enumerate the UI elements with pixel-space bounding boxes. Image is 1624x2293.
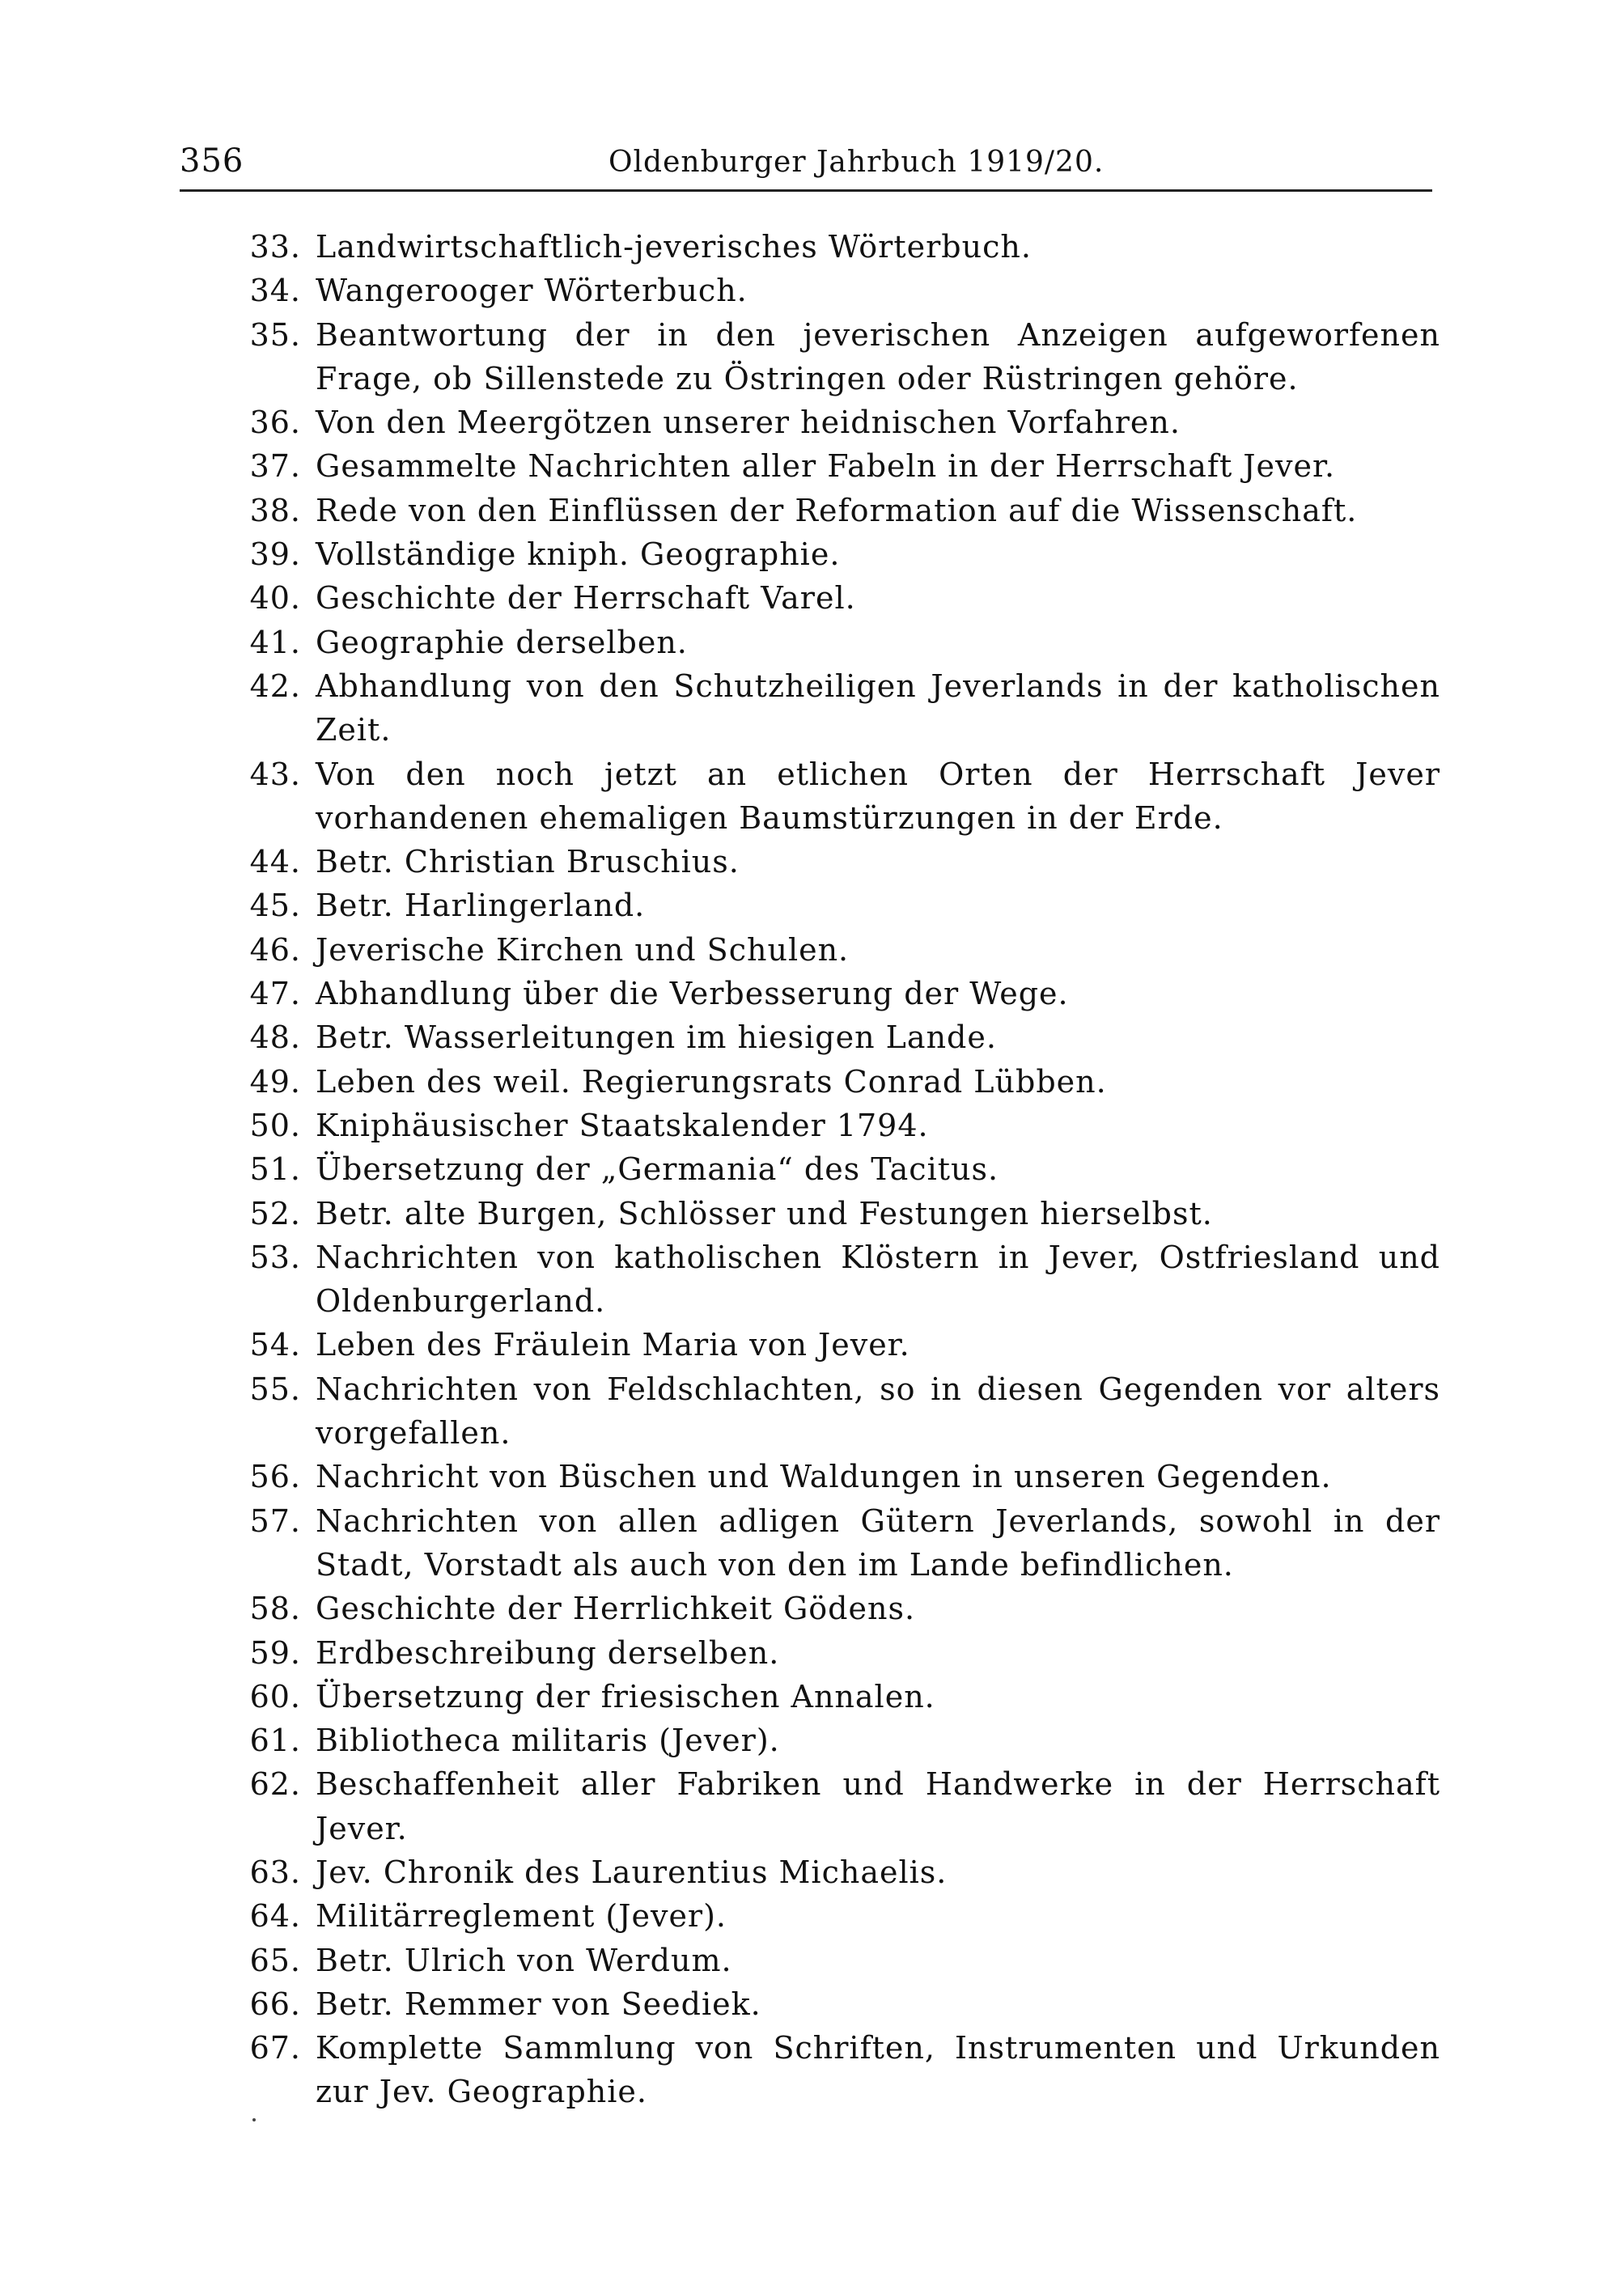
entry-text: Betr. alte Burgen, Schlösser und Festungen hierselbst.: [316, 1195, 1213, 1231]
list-item: [235, 1631, 1440, 1675]
list-item: [235, 928, 1440, 972]
entry-number: 57.: [249, 1503, 301, 1539]
entry-text: Jeverische Kirchen und Schulen.: [316, 931, 850, 968]
list-item: [235, 1719, 1440, 1762]
entry-number: 52.: [249, 1195, 301, 1231]
list-item: [235, 840, 1440, 884]
entry-number: 54.: [249, 1327, 301, 1363]
entry-number: 40.: [249, 580, 301, 617]
entry-text: Leben des Fräulein Maria von Jever.: [316, 1327, 910, 1363]
entry-number: 55.: [249, 1371, 301, 1407]
entry-number: 53.: [249, 1239, 301, 1275]
entry-number: 61.: [249, 1723, 301, 1759]
list-item: [235, 1982, 1440, 2026]
entry-number: 58.: [249, 1591, 301, 1627]
list-item: [235, 884, 1440, 927]
entry-text: Abhandlung von den Schutzheiligen Jeverlands in der katholischen Zeit.: [316, 668, 1440, 748]
entry-number: 42.: [249, 668, 301, 704]
entry-text: Geographie derselben.: [316, 624, 688, 660]
list-item: [235, 972, 1440, 1015]
entry-number: 44.: [249, 844, 301, 880]
entry-number: 33.: [249, 229, 301, 265]
running-title: Oldenburger Jahrbuch 1919/20.: [608, 146, 1105, 179]
entry-text: Komplette Sammlung von Schriften, Instrumenten und Urkunden zur Jev. Geographie.: [316, 2030, 1440, 2110]
entry-text: Nachrichten von allen adligen Gütern Jeverlands, sowohl in der Stadt, Vorstadt als auch von den im Lande befindlichen.: [316, 1503, 1440, 1583]
entry-number: 64.: [249, 1898, 301, 1935]
list-item: [235, 1675, 1440, 1719]
list-item: [235, 1147, 1440, 1191]
entry-text: Betr. Christian Bruschius.: [316, 844, 740, 880]
entry-text: Übersetzung der „Germania“ des Tacitus.: [316, 1151, 999, 1188]
entry-number: 35.: [249, 316, 301, 353]
entry-text: Von den noch jetzt an etlichen Orten der Herrschaft Jever vorhandenen ehemaligen Baumstürzungen in der Erde.: [316, 756, 1440, 836]
entry-text: Jev. Chronik des Laurentius Michaelis.: [316, 1854, 948, 1890]
print-speck: [252, 2118, 256, 2121]
entry-text: Betr. Harlingerland.: [316, 888, 646, 924]
entry-number: 60.: [249, 1678, 301, 1714]
entry-number: 59.: [249, 1634, 301, 1671]
entry-text: Nachrichten von katholischen Klöstern in Jever, Ostfriesland und Oldenburgerland.: [316, 1239, 1440, 1320]
list-item: [235, 225, 1440, 269]
entry-text: Übersetzung der friesischen Annalen.: [316, 1678, 935, 1714]
entry-text: Kniphäusischer Staatskalender 1794.: [316, 1107, 929, 1143]
list-item: [235, 2026, 1440, 2114]
entry-text: Landwirtschaftlich-jeverisches Wörterbuch.: [316, 229, 1032, 265]
entry-number: 62.: [249, 1766, 301, 1803]
page-header: [180, 142, 1432, 199]
entry-number: 39.: [249, 536, 301, 573]
entry-text: Leben des weil. Regierungsrats Conrad Lübben.: [316, 1063, 1107, 1100]
entry-text: Geschichte der Herrlichkeit Gödens.: [316, 1591, 916, 1627]
entry-text: Militärreglement (Jever).: [316, 1898, 727, 1935]
list-item: [235, 1587, 1440, 1630]
entry-text: Vollständige kniph. Geographie.: [316, 536, 841, 573]
list-item: [235, 576, 1440, 620]
entry-number: 67.: [249, 2030, 301, 2066]
list-item: [235, 1894, 1440, 1938]
entry-number: 51.: [249, 1151, 301, 1188]
entry-number: 36.: [249, 405, 301, 441]
page-number: 356: [180, 142, 244, 180]
list-item: [235, 532, 1440, 576]
list-item: [235, 1323, 1440, 1367]
entry-number: 47.: [249, 976, 301, 1012]
entry-text: Erdbeschreibung derselben.: [316, 1634, 780, 1671]
entry-text: Nachrichten von Feldschlachten, so in diesen Gegenden vor alters vorgefallen.: [316, 1371, 1440, 1452]
entry-list: [235, 225, 1440, 2114]
entry-text: Nachricht von Büschen und Waldungen in unseren Gegenden.: [316, 1459, 1332, 1495]
list-item: [235, 752, 1440, 841]
list-item: [235, 269, 1440, 312]
list-item: [235, 1367, 1440, 1456]
entry-text: Wangerooger Wörterbuch.: [316, 273, 748, 309]
list-item: [235, 1939, 1440, 1982]
entry-text: Gesammelte Nachrichten aller Fabeln in der Herrschaft Jever.: [316, 448, 1336, 485]
entry-number: 43.: [249, 756, 301, 792]
entry-text: Beantwortung der in den jeverischen Anzeigen aufgeworfenen Frage, ob Sillenstede zu Östringen oder Rüstringen gehöre.: [316, 316, 1440, 396]
entry-text: Betr. Wasserleitungen im hiesigen Lande.: [316, 1019, 997, 1056]
entry-number: 48.: [249, 1019, 301, 1056]
list-item: [235, 1060, 1440, 1104]
entry-number: 65.: [249, 1942, 301, 1978]
list-item: [235, 1762, 1440, 1850]
entry-text: Bibliotheca militaris (Jever).: [316, 1723, 780, 1759]
list-item: [235, 1499, 1440, 1587]
entry-number: 56.: [249, 1459, 301, 1495]
entry-number: 50.: [249, 1107, 301, 1143]
list-item: [235, 1015, 1440, 1059]
header-rule: [180, 189, 1432, 192]
list-item: [235, 664, 1440, 752]
list-item: [235, 1104, 1440, 1147]
list-item: [235, 1236, 1440, 1324]
entry-number: 46.: [249, 931, 301, 968]
entry-number: 49.: [249, 1063, 301, 1100]
entry-text: Betr. Remmer von Seediek.: [316, 1986, 761, 2022]
list-item: [235, 489, 1440, 532]
list-item: [235, 1850, 1440, 1894]
entry-number: 41.: [249, 624, 301, 660]
list-item: [235, 621, 1440, 664]
entry-number: 38.: [249, 492, 301, 528]
entry-text: Beschaffenheit aller Fabriken und Handwerke in der Herrschaft Jever.: [316, 1766, 1440, 1846]
entry-text: Abhandlung über die Verbesserung der Wege.: [316, 976, 1069, 1012]
entry-number: 66.: [249, 1986, 301, 2022]
entry-text: Rede von den Einflüssen der Reformation auf die Wissenschaft.: [316, 492, 1358, 528]
list-item: [235, 444, 1440, 488]
entry-number: 45.: [249, 888, 301, 924]
entry-number: 63.: [249, 1854, 301, 1890]
entry-number: 34.: [249, 273, 301, 309]
list-item: [235, 1192, 1440, 1236]
list-item: [235, 313, 1440, 401]
list-item: [235, 401, 1440, 444]
entry-text: Geschichte der Herrschaft Varel.: [316, 580, 856, 617]
entry-number: 37.: [249, 448, 301, 485]
list-item: [235, 1455, 1440, 1498]
entry-text: Von den Meergötzen unserer heidnischen Vorfahren.: [316, 405, 1181, 441]
entry-text: Betr. Ulrich von Werdum.: [316, 1942, 732, 1978]
